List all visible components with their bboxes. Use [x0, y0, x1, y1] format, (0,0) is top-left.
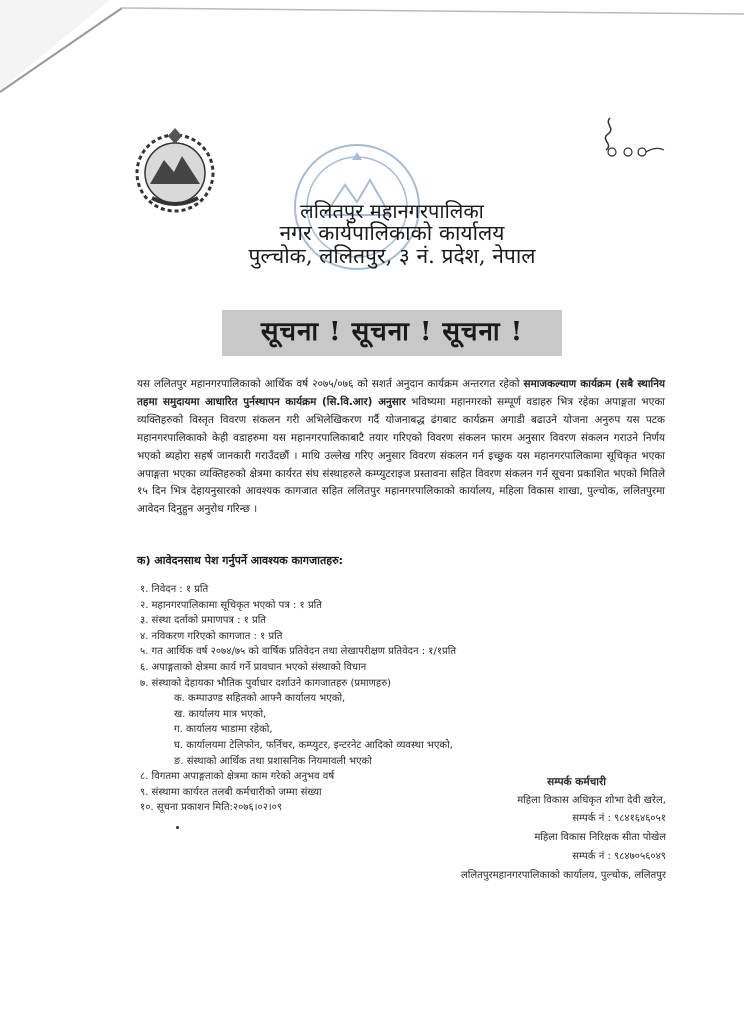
- list-item: ४. नविकरण गरिएको कागजात : १ प्रति: [140, 630, 283, 642]
- sub-list-item: ङ. संस्थाको आर्थिक तथा प्रशासनिक नियमावली भएको: [174, 755, 372, 767]
- office-name: नगर कार्यपालिकाको कार्यालय: [279, 221, 505, 245]
- list-item: ७. संस्थाको देहायका भौतिक पुर्वाधार दर्शाउने कागजातहरु (प्रमाणहरु): [140, 677, 392, 689]
- contact-phone-2: सम्पर्क नं : ९८४७०५६०४९: [572, 850, 666, 862]
- notice-title: सूचना ! सूचना ! सूचना !: [260, 317, 524, 347]
- list-item: १०. सूचना प्रकाशन मिति:२०७६।०२।०९: [140, 802, 283, 814]
- list-item: ६. अपाङ्गताको क्षेत्रमा कार्य गर्ने प्रावधान भएको संस्थाको विधान: [140, 661, 367, 673]
- sub-list-item: ग. कार्यालय भाडामा रहेको,: [174, 724, 273, 736]
- list-item: ८. विगतमा अपाङ्गताको क्षेत्रमा काम गरेको अनुभव वर्ष: [140, 771, 335, 783]
- sub-list-item: क. कम्पाउण्ड सहितको आफ्नै कार्यालय भएको,: [174, 693, 346, 705]
- required-documents-heading: क) आवेदनसाथ पेश गर्नुपर्ने आवश्यक कागजातहरु:: [137, 554, 344, 567]
- list-item: ३. संस्था दर्ताको प्रमाणपत्र : १ प्रति: [140, 615, 266, 627]
- body-intro: यस ललितपुर महानगरपालिकाको आर्थिक वर्ष २०७५/०७६ को सशर्त अनुदान कार्यक्रम अन्तरगत रहेको: [137, 378, 520, 390]
- list-item: २. महानगरपालिकामा सूचिकृत भएको पत्र : १ प्रति: [140, 599, 322, 611]
- required-documents-list: [140, 582, 456, 816]
- body-details: भविष्यमा महानगरको सम्पूर्ण वडाहरु भित्र रहेका अपाङ्गता भएका व्यक्तिहरुको विस्तृत विवरण संकलन गरी अभिलेखिकरण गर्दै योजनाबद्ध ढंगबाट कार्यक्रम अगाडी बढाउने योजना अनुरुप यस पटक महानगरपालिकाको केही वडाहरुमा यस महानगरपालिकाबाटै तयार गरिएको विवरण संकलन फारम अनुसार विवरण संकलन गराउने निर्णय भएको ब्यहोरा सहर्ष जानकारी गराउँदछौं । माथि उल्लेख गरिए अनुसार विवरण संकलन गर्न इच्छुक यस महानगरपालिकामा सूचिकृत भएका अपाङ्गता भएका व्यक्तिहरुको क्षेत्रमा कार्यरत संघ संस्थाहरुले कम्प्युटराइज प्रस्तावना सहित विवरण संकलन गर्न सूचना प्रकाशित भएको मितिले १५ दिन भित्र देहायनुसारको आवश्यक कागजात सहित ललितपुर महानगरपालिकाको कार्यालय, महिला विकास शाखा, पुल्चोक, ललितपुरमा आवेदन दिनुहुन अनुरोध गरिन्छ ।: [137, 395, 665, 516]
- sub-list-item: ख. कार्यालय मात्र भएको,: [174, 708, 267, 720]
- contact-officer: महिला विकास अधिकृत शोभा देवी खरेल,: [517, 794, 666, 806]
- contact-inspector: महिला विकास निरिक्षक सीता पोखेल: [534, 832, 666, 844]
- contact-phone-1: सम्पर्क नं : ९८४१६४६०५१: [572, 813, 666, 825]
- signature-mark: [590, 110, 670, 160]
- municipality-name: ललितपुर महानगरपालिका: [300, 199, 484, 223]
- stray-dot: [176, 826, 179, 829]
- office-address: पुल्चोक, ललितपुर, ३ नं. प्रदेश, नेपाल: [248, 244, 536, 268]
- contact-block: [410, 773, 666, 885]
- body-program-name: समाजकल्याण कार्यक्रम (सबै स्थानिय तहमा समुदायमा आधारित पुर्नस्थापन कार्यक्रम (सि.वि.आर) अनुसार: [137, 378, 665, 408]
- notice-body: [137, 376, 665, 519]
- sub-list-item: घ. कार्यालयमा टेलिफोन, फर्निचर, कम्प्युटर, इन्टरनेट आदिको व्यवस्था भएको,: [174, 739, 453, 751]
- list-item: ९. संस्थामा कार्यरत तलबी कर्मचारीको जम्मा संख्या: [140, 786, 322, 798]
- list-item: १. निवेदन : १ प्रति: [140, 584, 209, 595]
- list-item: ५. गत आर्थिक वर्ष २०७४/७५ को वार्षिक प्रतिवेदन तथा लेखापरीक्षण प्रतिवेदन : १/१प्रति: [140, 646, 457, 658]
- contact-office: ललितपुरमहानगरपालिकाको कार्यालय, पुल्चोक, ललितपुर: [460, 869, 666, 881]
- contact-title: सम्पर्क कर्मचारी: [547, 776, 606, 788]
